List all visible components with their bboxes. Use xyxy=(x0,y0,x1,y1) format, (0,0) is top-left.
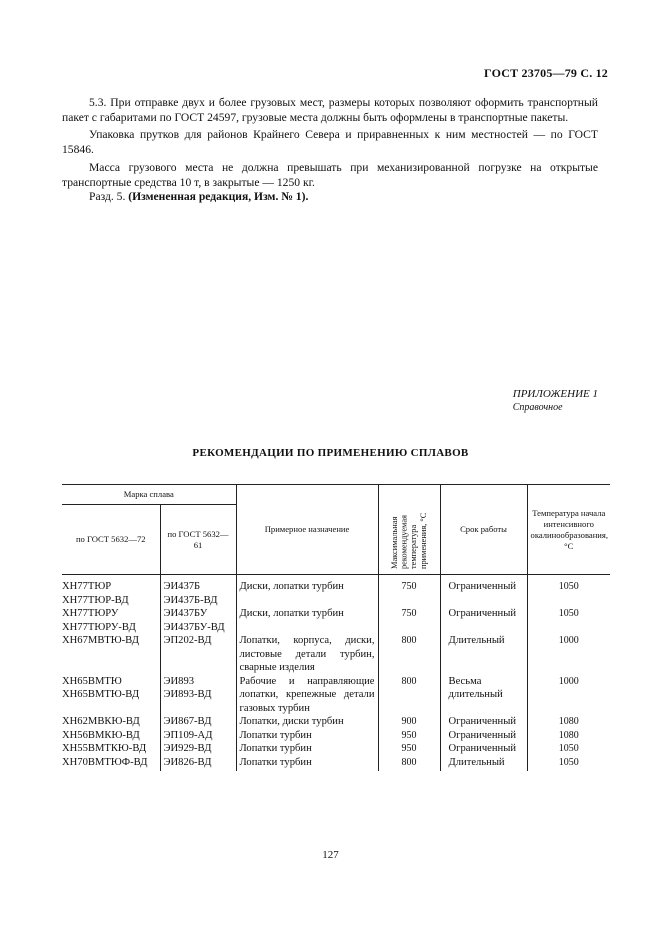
header-max-temp-text: Максимальная рекомендуемая температура применения, °С xyxy=(389,512,428,569)
max-temp-cell: 800 xyxy=(378,756,440,772)
purpose-cell: Диски, лопатки турбин xyxy=(236,575,378,608)
grade-gost-72-cell: ХН70ВМТЮФ-ВД xyxy=(62,756,148,768)
page-header: ГОСТ 23705—79 С. 12 xyxy=(484,66,608,80)
oxid-temp-cell: 1050 xyxy=(527,742,610,756)
grade-gost-72-cell: ХН55ВМТКЮ-ВД xyxy=(62,743,147,754)
appendix-title: ПРИЛОЖЕНИЕ 1 xyxy=(512,388,598,400)
purpose-cell: Лопатки, диски турбин xyxy=(236,715,378,729)
header-purpose: Примерное назначение xyxy=(236,485,378,575)
header-oxid-temp: Температура начала интенсивного окалинообразования, °С xyxy=(527,485,610,575)
max-temp-cell: 800 xyxy=(378,634,440,675)
max-temp-cell: 750 xyxy=(378,575,440,608)
header-grade: Марка сплава xyxy=(62,485,236,505)
oxid-temp-cell: 1050 xyxy=(527,756,610,772)
paragraph-packing: Упаковка прутков для районов Крайнего Севера и приравненных к ним местностей — по ГОСТ 15846. xyxy=(62,128,598,157)
max-temp-cell: 950 xyxy=(378,729,440,743)
max-temp-cell: 900 xyxy=(378,715,440,729)
max-temp-cell: 800 xyxy=(378,675,440,716)
term-cell: Длительный xyxy=(440,634,527,675)
grade-gost-72-cell: ХН67МВТЮ-ВД xyxy=(62,635,140,646)
grade-gost-61-cell: ЭП202-ВД xyxy=(160,634,236,675)
alloys-table xyxy=(62,484,610,771)
appendix-subtitle: Справочное xyxy=(512,402,563,413)
grade-gost-61-cell: ЭИ929-ВД xyxy=(160,742,236,756)
table-row xyxy=(62,729,610,743)
table-title: РЕКОМЕНДАЦИИ ПО ПРИМЕНЕНИЮ СПЛАВОВ xyxy=(192,447,469,459)
term-cell: Ограниченный xyxy=(440,715,527,729)
term-cell: Ограниченный xyxy=(440,607,527,634)
table-body xyxy=(62,575,610,772)
oxid-temp-cell: 1080 xyxy=(527,715,610,729)
max-temp-cell: 750 xyxy=(378,607,440,634)
paragraph-mass: Масса грузового места не должна превышать при механизированной погрузке на открытые транспортные средства 10 т, в закрытые — 1250 кг. xyxy=(62,160,598,189)
header-gost-72: по ГОСТ 5632—72 xyxy=(62,505,160,575)
grade-gost-72-cell: ХН62МВКЮ-ВД xyxy=(62,716,140,727)
grade-gost-61-cell: ЭИ893 ЭИ893-ВД xyxy=(160,675,236,716)
grade-gost-72-cell: ХН56ВМКЮ-ВД xyxy=(62,729,140,741)
oxid-temp-cell: 1000 xyxy=(527,675,610,716)
table-row xyxy=(62,756,610,772)
table-row xyxy=(62,675,610,716)
header-term: Срок работы xyxy=(440,485,527,575)
oxid-temp-cell: 1000 xyxy=(527,634,610,675)
grade-gost-61-cell: ЭИ826-ВД xyxy=(160,756,236,772)
grade-gost-72-cell: ХН77ТЮРУ ХН77ТЮРУ-ВД xyxy=(62,608,136,633)
purpose-cell: Лопатки турбин xyxy=(236,742,378,756)
term-cell: Ограниченный xyxy=(440,742,527,756)
oxid-temp-cell: 1050 xyxy=(527,575,610,608)
term-cell: Длительный xyxy=(440,756,527,772)
grade-gost-72-cell: ХН65ВМТЮ ХН65ВМТЮ-ВД xyxy=(62,675,140,700)
grade-gost-61-cell: ЭИ867-ВД xyxy=(160,715,236,729)
table-row xyxy=(62,575,610,608)
purpose-cell: Лопатки, корпуса, диски, листовые детали турбин, сварные изделия xyxy=(236,634,378,675)
body-text xyxy=(62,96,598,205)
grade-gost-72-cell: ХН77ТЮР ХН77ТЮР-ВД xyxy=(62,581,129,606)
grade-gost-61-cell: ЭИ437БУ ЭИ437БУ-ВД xyxy=(160,607,236,634)
table-row xyxy=(62,634,610,675)
grade-gost-61-cell: ЭИ437Б ЭИ437Б-ВД xyxy=(160,575,236,608)
appendix-label xyxy=(513,388,598,414)
amendment-note: (Измененная редакция, Изм. № 1). xyxy=(128,190,309,204)
amendment-prefix: Разд. 5. xyxy=(89,190,129,204)
header-max-temp xyxy=(378,485,440,575)
header-gost-61: по ГОСТ 5632—61 xyxy=(160,505,236,575)
paragraph-5-3: 5.3. При отправке двух и более грузовых мест, размеры которых позволяют оформить транспортный пакет с габаритами по ГОСТ 24597, грузовые места должны быть оформлены в транспортные пакеты. xyxy=(62,96,598,124)
table-row xyxy=(62,742,610,756)
term-cell: Весьма длительный xyxy=(440,675,527,716)
term-cell: Ограниченный xyxy=(440,575,527,608)
table-row xyxy=(62,715,610,729)
max-temp-cell: 950 xyxy=(378,742,440,756)
page-number: 127 xyxy=(322,849,339,861)
grade-gost-61-cell: ЭП109-АД xyxy=(160,729,236,743)
oxid-temp-cell: 1080 xyxy=(527,729,610,743)
purpose-cell: Рабочие и направляющие лопатки, крепежные детали газовых турбин xyxy=(236,675,378,716)
purpose-cell: Лопатки турбин xyxy=(236,756,378,772)
oxid-temp-cell: 1050 xyxy=(527,607,610,634)
paragraph-amendment xyxy=(62,190,598,205)
table-row xyxy=(62,607,610,634)
purpose-cell: Диски, лопатки турбин xyxy=(236,607,378,634)
purpose-cell: Лопатки турбин xyxy=(236,729,378,743)
term-cell: Ограниченный xyxy=(440,729,527,743)
